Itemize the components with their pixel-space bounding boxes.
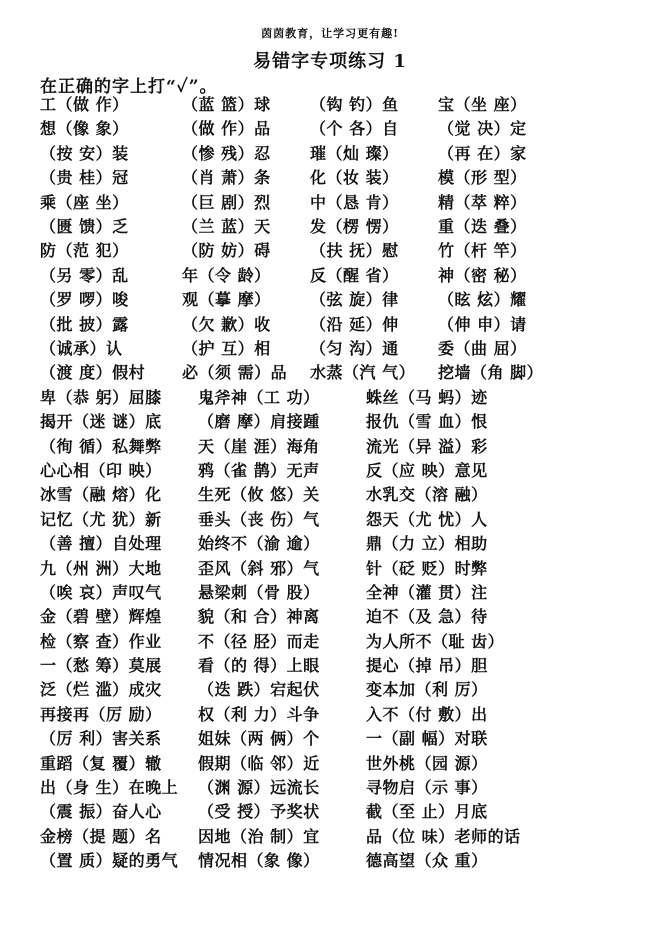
exercise-row [40, 410, 650, 434]
exercise-row [40, 142, 650, 166]
exercise-item[interactable]: 中（恳 肯） [310, 192, 399, 212]
exercise-item[interactable]: 一（愁 筹）莫展 [40, 656, 162, 676]
exercise-row [40, 605, 650, 629]
exercise-row [40, 508, 650, 532]
exercise-item[interactable]: （兰 蓝）天 [182, 216, 271, 236]
exercise-item[interactable]: （做 作）品 [182, 119, 271, 139]
exercise-item[interactable]: （渡 度）假村 [40, 363, 146, 383]
exercise-row [40, 630, 650, 654]
exercise-item[interactable]: 化（妆 装） [310, 168, 399, 188]
exercise-item[interactable]: 璀（灿 璨） [310, 143, 399, 163]
exercise-item[interactable]: （厉 利）害关系 [40, 729, 162, 749]
idiom-choice-section-bottom [40, 386, 650, 874]
exercise-item[interactable]: （扶 抚）慰 [310, 241, 399, 261]
exercise-item[interactable]: 提心（掉 吊）胆 [366, 656, 488, 676]
exercise-item[interactable]: 泛（烂 滥）成灾 [40, 680, 162, 700]
exercise-item[interactable]: （巨 剧）烈 [182, 192, 271, 212]
exercise-item[interactable]: （震 振）奋人心 [40, 802, 162, 822]
exercise-item[interactable]: 生死（攸 悠）关 [198, 485, 320, 505]
exercise-item[interactable]: （批 披）露 [40, 314, 129, 334]
exercise-row [40, 239, 650, 263]
exercise-item[interactable]: 貌（和 合）神离 [198, 607, 320, 627]
exercise-item[interactable]: 蛛丝（马 蚂）迹 [366, 387, 488, 407]
exercise-item[interactable]: 水蒸（汽 气） [310, 363, 416, 383]
exercise-item[interactable]: 鸦（雀 鹊）无声 [198, 460, 320, 480]
exercise-item[interactable]: 截（至 止）月底 [366, 802, 488, 822]
exercise-item[interactable]: 重蹈（复 覆）辙 [40, 753, 162, 773]
exercise-item[interactable]: （匮 馈）乏 [40, 216, 129, 236]
exercise-item[interactable]: 揭开（迷 谜）底 [40, 412, 162, 432]
exercise-item[interactable]: 精（萃 粹） [438, 192, 527, 212]
exercise-item[interactable]: 流光（异 溢）彩 [366, 436, 488, 456]
exercise-item[interactable]: （受 授）予奖状 [198, 802, 320, 822]
exercise-item[interactable]: 品（位 味）老师的话 [366, 826, 521, 846]
exercise-item[interactable]: 模（形 型） [438, 168, 527, 188]
exercise-row [40, 654, 650, 678]
exercise-item[interactable]: （欠 歉）收 [182, 314, 271, 334]
exercise-item[interactable]: 委（曲 屈） [438, 338, 527, 358]
exercise-item[interactable]: （护 互）相 [182, 338, 271, 358]
exercise-row [40, 703, 650, 727]
exercise-item[interactable]: （诚承）认 [40, 338, 123, 358]
exercise-item[interactable]: 德高望（众 重） [366, 851, 488, 871]
exercise-item[interactable]: （蓝 篮）球 [182, 95, 271, 114]
exercise-item[interactable]: 年（令 龄） [182, 265, 271, 285]
exercise-row [40, 337, 650, 361]
exercise-item[interactable]: （贵 桂）冠 [40, 168, 129, 188]
exercise-row [40, 752, 650, 776]
exercise-item[interactable]: 金（碧 壁）辉煌 [40, 607, 162, 627]
instruction-text: 在正确的字上打“✓”。 [40, 77, 218, 97]
exercise-item[interactable]: （眩 炫）耀 [438, 290, 527, 310]
exercise-item[interactable]: 变本加（利 厉） [366, 680, 488, 700]
exercise-row [40, 288, 650, 312]
exercise-item[interactable]: 再接再（厉 励） [40, 704, 162, 724]
exercise-row [40, 532, 650, 556]
exercise-item[interactable]: 始终不（渝 逾） [198, 534, 320, 554]
exercise-row [40, 215, 650, 239]
exercise-item[interactable]: 为人所不（耻 齿） [366, 631, 505, 651]
exercise-item[interactable]: 想（像 象） [40, 119, 129, 139]
exercise-row [40, 93, 650, 117]
exercise-item[interactable]: 迫不（及 急）待 [366, 607, 488, 627]
exercise-item[interactable]: 冰雪（融 熔）化 [40, 485, 162, 505]
exercise-item[interactable]: 神（密 秘） [438, 265, 527, 285]
exercise-item[interactable]: （钩 钓）鱼 [310, 95, 399, 114]
exercise-item[interactable]: （弦 旋）律 [310, 290, 399, 310]
exercise-item[interactable]: 天（崖 涯）海角 [198, 436, 320, 456]
exercise-item[interactable]: 针（砭 贬）时弊 [366, 558, 488, 578]
exercise-item[interactable]: 发（楞 愣） [310, 216, 399, 236]
exercise-item[interactable]: （沿 延）伸 [310, 314, 399, 334]
exercise-item[interactable]: （匀 沟）通 [310, 338, 399, 358]
exercise-item[interactable]: 九（州 洲）大地 [40, 558, 162, 578]
exercise-item[interactable]: 歪风（斜 邪）气 [198, 558, 320, 578]
exercise-item[interactable]: 不（径 胫）而走 [198, 631, 320, 651]
exercise-item[interactable]: 反（醒 省） [310, 265, 399, 285]
exercise-item[interactable]: 垂头（丧 伤）气 [198, 509, 320, 529]
exercise-item[interactable]: （按 安）装 [40, 143, 129, 163]
exercise-item[interactable]: （伸 申）请 [438, 314, 527, 334]
exercise-row [40, 581, 650, 605]
exercise-item[interactable]: （防 妨）碍 [182, 241, 271, 261]
exercise-item[interactable]: 一（副 幅）对联 [366, 729, 488, 749]
exercise-row [40, 483, 650, 507]
exercise-item[interactable]: 全神（灌 贯）注 [366, 582, 488, 602]
exercise-item[interactable]: 水乳交（溶 融） [366, 485, 488, 505]
exercise-row [40, 825, 650, 849]
exercise-item[interactable]: （迭 跌）宕起伏 [198, 680, 320, 700]
exercise-row [40, 313, 650, 337]
exercise-item[interactable]: （个 各）自 [310, 119, 399, 139]
exercise-item[interactable]: （觉 决）定 [438, 119, 527, 139]
header-note: 茵茵教育，让学习更有趣! [261, 27, 399, 40]
exercise-item[interactable]: （惨 残）忍 [182, 143, 271, 163]
exercise-item[interactable]: （另 零）乱 [40, 265, 129, 285]
exercise-item[interactable]: 检（察 查）作业 [40, 631, 162, 651]
exercise-item[interactable]: （罗 啰）唆 [40, 290, 129, 310]
exercise-item[interactable]: 怨天（尤 忧）人 [366, 509, 488, 529]
exercise-row [40, 166, 650, 190]
word-choice-section-top [40, 93, 650, 386]
exercise-item[interactable]: 悬梁刺（骨 股） [198, 582, 320, 602]
exercise-row [40, 117, 650, 141]
exercise-item[interactable]: （徇 循）私舞弊 [40, 436, 162, 456]
exercise-item[interactable]: （渊 源）远流长 [198, 778, 320, 798]
exercise-item[interactable]: 卑（恭 躬）屈膝 [40, 387, 162, 407]
exercise-item[interactable]: 观（摹 摩） [182, 290, 271, 310]
exercise-row [40, 776, 650, 800]
exercise-item[interactable]: 出（身 生）在晚上 [40, 778, 179, 798]
exercise-item[interactable]: 世外桃（园 源） [366, 753, 488, 773]
exercise-item[interactable]: 姐妹（两 俩）个 [198, 729, 320, 749]
exercise-item[interactable]: 心心相（印 映） [40, 460, 162, 480]
page-title: 易错字专项练习 1 [253, 51, 407, 72]
exercise-item[interactable]: 工（做 作） [40, 95, 129, 114]
exercise-row [40, 459, 650, 483]
exercise-item[interactable]: 入不（付 敷）出 [366, 704, 488, 724]
exercise-item[interactable]: （置 质）疑的勇气 [40, 851, 179, 871]
exercise-item[interactable]: 鬼斧神（工 功） [198, 387, 320, 407]
exercise-item[interactable]: 报仇（雪 血）恨 [366, 412, 488, 432]
exercise-row [40, 727, 650, 751]
exercise-item[interactable]: 重（迭 叠） [438, 216, 527, 236]
exercise-item[interactable]: （善 擅）自处理 [40, 534, 162, 554]
exercise-item[interactable]: 看（的 得）上眼 [198, 656, 320, 676]
exercise-row [40, 361, 650, 385]
exercise-row [40, 800, 650, 824]
exercise-row [40, 264, 650, 288]
exercise-item[interactable]: 权（利 力）斗争 [198, 704, 320, 724]
exercise-item[interactable]: 乘（座 坐） [40, 192, 129, 212]
exercise-item[interactable]: 防（范 犯） [40, 241, 129, 261]
exercise-item[interactable]: 寻物启（示 事） [366, 778, 488, 798]
exercise-item[interactable]: 鼎（力 立）相助 [366, 534, 488, 554]
exercise-item[interactable]: （磨 摩）肩接踵 [198, 412, 320, 432]
exercise-item[interactable]: （再 在）家 [438, 143, 527, 163]
exercise-item[interactable]: 竹（杆 竿） [438, 241, 527, 261]
exercise-item[interactable]: 必（须 需）品 [182, 363, 288, 383]
exercise-item[interactable]: 挖墙（角 脚） [438, 363, 544, 383]
exercise-item[interactable]: 假期（临 邻）近 [198, 753, 320, 773]
exercise-item[interactable]: 记忆（尤 犹）新 [40, 509, 162, 529]
exercise-item[interactable]: 金榜（提 题）名 [40, 826, 162, 846]
exercise-item[interactable]: 因地（治 制）宜 [198, 826, 320, 846]
exercise-item[interactable]: 宝（坐 座） [438, 95, 527, 114]
exercise-item[interactable]: 情况相（象 像） [198, 851, 320, 871]
exercise-row [40, 678, 650, 702]
exercise-row [40, 191, 650, 215]
exercise-item[interactable]: （肖 萧）条 [182, 168, 271, 188]
exercise-item[interactable]: 反（应 映）意见 [366, 460, 488, 480]
exercise-item[interactable]: （唉 哀）声叹气 [40, 582, 162, 602]
exercise-row [40, 435, 650, 459]
exercise-row [40, 386, 650, 410]
exercise-row [40, 557, 650, 581]
exercise-row [40, 849, 650, 873]
